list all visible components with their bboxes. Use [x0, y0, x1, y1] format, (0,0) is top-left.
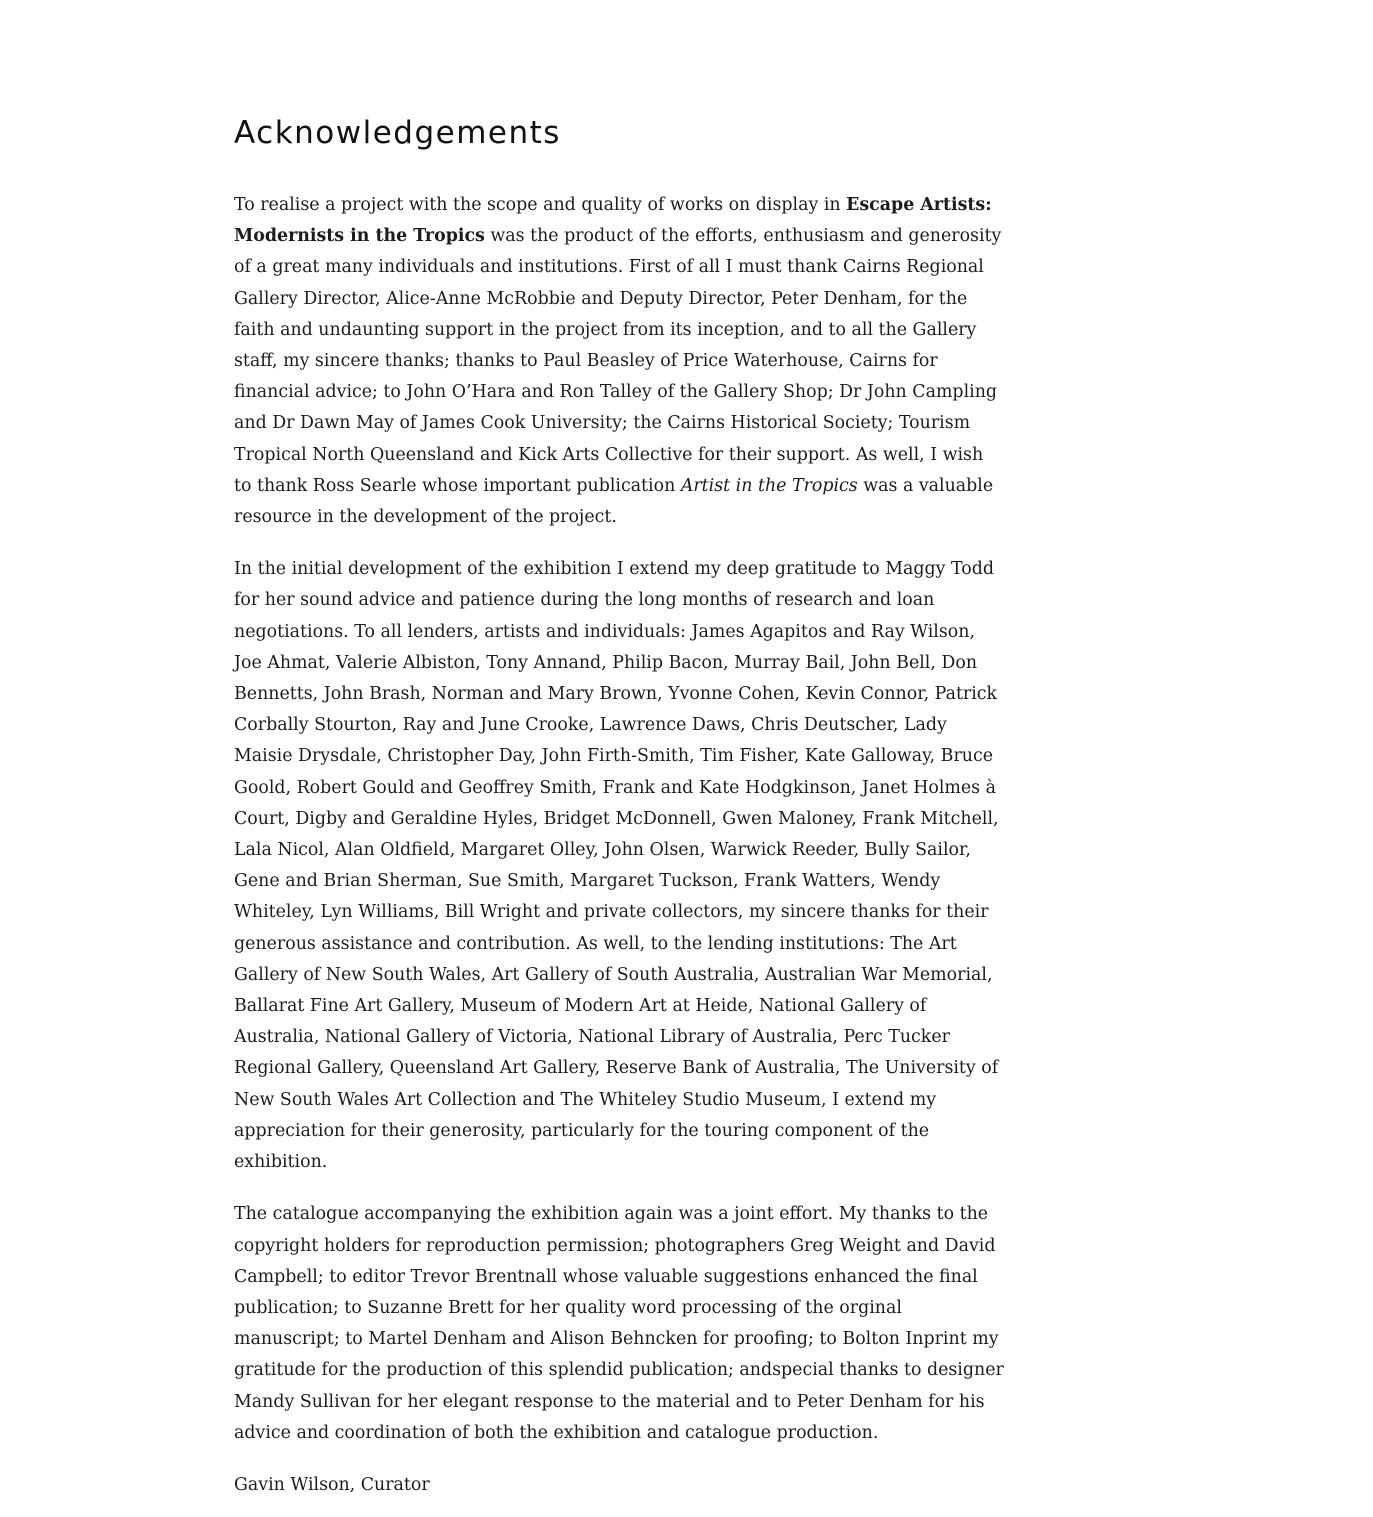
signature: Gavin Wilson, Curator [234, 1474, 430, 1495]
paragraph-catalogue: The catalogue accompanying the exhibition again was a joint effort. My thanks to the copyright holders for reproduction permission; photographers Greg Weight and David Campbell; to editor Trevor Brentnall whose valuable suggestions enhanced the final publication; to Suzanne Brett for her quality word processing of the orginal manuscript; to Martel Denham and Alison Behncken for proofing; to Bolton Inprint my gratitude for the production of this splendid publication; andspecial thanks to designer Mandy Sullivan for her elegant response to the material and to Peter Denham for his advice and coordination of both the exhibition and catalogue production. [234, 1204, 1004, 1443]
exhibition-title: Escape Artists: Modernists in the Tropics [234, 195, 992, 247]
page-title: Acknowledgements [234, 115, 561, 151]
document-page [234, 110, 1004, 1501]
publication-title: Artist in the Tropics [680, 475, 858, 496]
paragraph-intro [234, 190, 1004, 533]
paragraph-lenders: In the initial development of the exhibition I extend my deep gratitude to Maggy Todd for her sound advice and patience during the long months of research and loan negotiations. To all lenders, artists and individuals: James Agapitos and Ray Wilson, Joe Ahmat, Valerie Albiston, Tony Annand, Philip Bacon, Murray Bail, John Bell, Don Bennetts, John Brash, Norman and Mary Brown, Yvonne Cohen, Kevin Connor, Patrick Corbally Stourton, Ray and June Crooke, Lawrence Daws, Chris Deutscher, Lady Maisie Drysdale, Christopher Day, John Firth-Smith, Tim Fisher, Kate Galloway, Bruce Goold, Robert Gould and Geoffrey Smith, Frank and Kate Hodgkinson, Janet Holmes à Court, Digby and Geraldine Hyles, Bridget McDonnell, Gwen Maloney, Frank Mitchell, Lala Nicol, Alan Oldfield, Margaret Olley, John Olsen, Warwick Reeder, Bully Sailor, Gene and Brian Sherman, Sue Smith, Margaret Tuckson, Frank Watters, Wendy Whiteley, Lyn Williams, Bill Wright and private collectors, my sincere thanks for their generous assistance and contribution. As well, to the lending institutions: The Art Gallery of New South Wales, Art Gallery of South Australia, Australian War Memorial, Ballarat Fine Art Gallery, Museum of Modern Art at Heide, National Gallery of Australia, National Gallery of Victoria, National Library of Australia, Perc Tucker Regional Gallery, Queensland Art Gallery, Reserve Bank of Australia, The University of New South Wales Art Collection and The Whiteley Studio Museum, I extend my appreciation for their generosity, particularly for the touring component of the exhibition. [234, 559, 999, 1173]
paragraph-intro-middle: was the product of the efforts, enthusiasm and generosity of a great many individuals and institutions. First of all I must thank Cairns Regional Gallery Director, Alice-Anne McRobbie and Deputy Director, Peter Denham, for the faith and undaunting support in the project from its inception, and to all the Gallery staff, my sincere thanks; thanks to Paul Beasley of Price Waterhouse, Cairns for financial advice; to John O’Hara and Ron Talley of the Gallery Shop; Dr John Campling and Dr Dawn May of James Cook University; the Cairns Historical Society; Tourism Tropical North Queensland and Kick Arts Collective for their support. As well, I wish to thank Ross Searle whose important publication [234, 226, 1002, 496]
paragraph-intro-lead: To realise a project with the scope and quality of works on display in [234, 195, 847, 215]
paragraph-intro-tail: was a valuable resource in the development of the project. [234, 475, 994, 528]
